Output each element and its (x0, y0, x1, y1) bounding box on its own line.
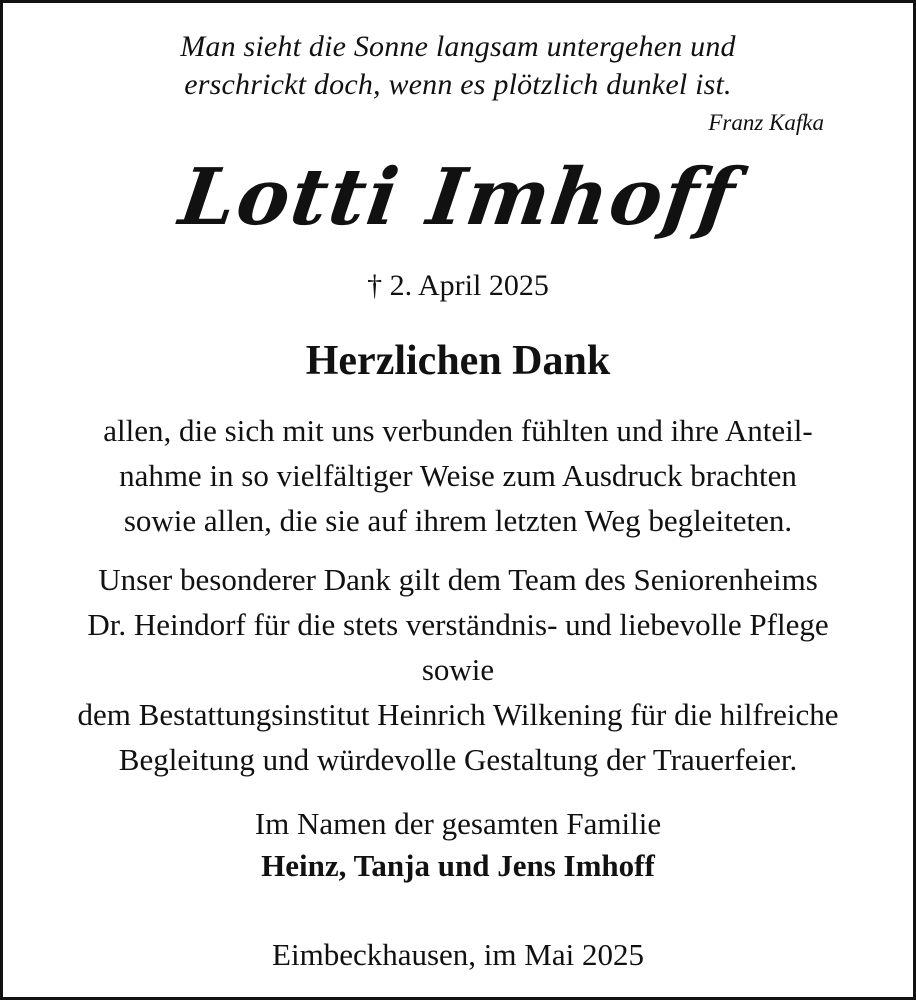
quote-line: erschrickt doch, wenn es plötzlich dunkel ist. (184, 68, 732, 101)
quote-line: Man sieht die Sonne langsam untergehen und (180, 30, 736, 63)
family-names: Heinz, Tanja und Jens Imhoff (261, 848, 655, 883)
thanks-heading: Herzlichen Dank (305, 338, 611, 384)
paragraph-line: Dr. Heindorf für die stets verständnis- und liebevolle Pflege (87, 607, 829, 642)
paragraph-line: Unser besonderer Dank gilt dem Team des Seniorenheims (98, 562, 818, 597)
death-date: † 2. April 2025 (367, 269, 549, 302)
signature-block (0, 803, 916, 887)
thanks-paragraph (0, 408, 916, 543)
special-thanks-paragraph (0, 557, 916, 782)
signature-intro: Im Namen der gesamten Familie (254, 806, 662, 841)
paragraph-line: nahme in so vielfältiger Weise zum Ausdruck brachten (119, 458, 797, 493)
place-and-date: Eimbeckhausen, im Mai 2025 (272, 937, 644, 972)
paragraph-line: sowie (421, 652, 495, 687)
paragraph-line: allen, die sich mit uns verbunden fühlten und ihre Anteil- (103, 413, 813, 448)
deceased-name: Lotti Imhoff (174, 152, 742, 243)
kafka-quote (0, 28, 916, 104)
quote-author: Franz Kafka (708, 110, 824, 135)
paragraph-line: dem Bestattungsinstitut Heinrich Wilkening für die hilfreiche (77, 697, 839, 732)
paragraph-line: Begleitung und würdevolle Gestaltung der Trauerfeier. (118, 742, 798, 777)
paragraph-line: sowie allen, die sie auf ihrem letzten Weg begleiteten. (123, 503, 793, 538)
